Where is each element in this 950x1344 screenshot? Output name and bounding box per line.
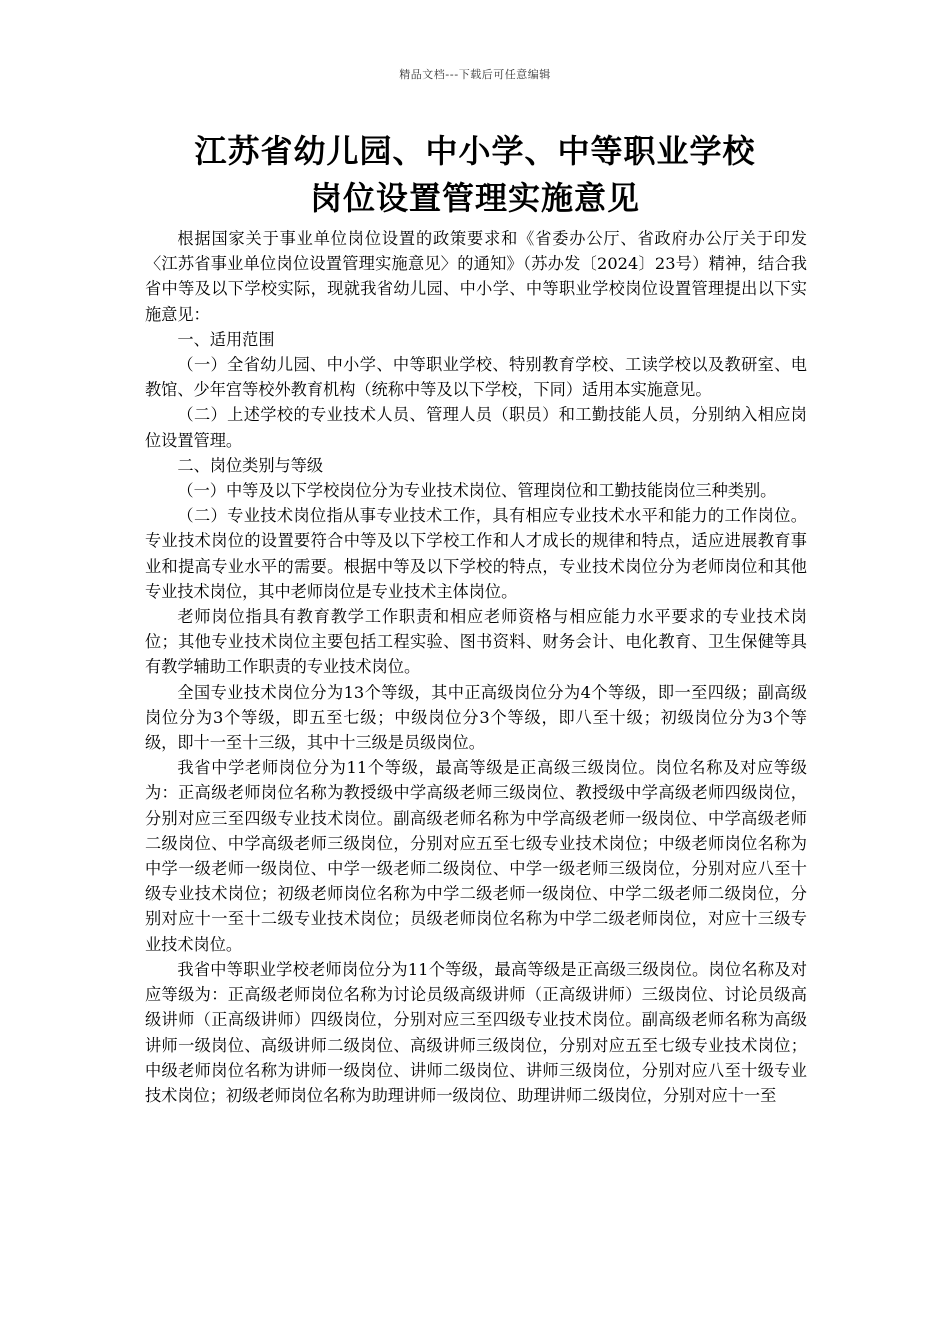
paragraph-categories-2: （二）专业技术岗位指从事专业技术工作，具有相应专业技术水平和能力的工作岗位。专业技术岗位的设置要符合中等及以下学校工作和人才成长的规律和特点，适应进展教育事业和提高专业水平的需要。根据中等及以下学校的特点，专业技术岗位分为老师岗位和其他专业技术岗位，其中老师岗位是专业技术主体岗位。 bbox=[145, 506, 807, 601]
paragraph-scope-2: （二）上述学校的专业技术人员、管理人员（职员）和工勤技能人员，分别纳入相应岗位设置管理。 bbox=[145, 405, 807, 450]
header-note: 精品文档---下载后可任意编辑 bbox=[399, 68, 551, 81]
section-heading-categories: 二、岗位类别与等级 bbox=[177, 455, 324, 475]
paragraph-intro: 根据国家关于事业单位岗位设置的政策要求和《省委办公厅、省政府办公厅关于印发〈江苏省事业单位岗位设置管理实施意见〉的通知》（苏办发〔2024〕23号）精神，结合我省中等及以下学校实际，现就我省幼儿园、中小学、中等职业学校岗位设置管理提出以下实施意见： bbox=[145, 229, 807, 324]
paragraph-scope-1: （一）全省幼儿园、中小学、中等职业学校、特别教育学校、工读学校以及教研室、电教馆、少年宫等校外教育机构（统称中等及以下学校，下同）适用本实施意见。 bbox=[145, 355, 807, 400]
paragraph-categories-1: （一）中等及以下学校岗位分为专业技术岗位、管理岗位和工勤技能岗位三种类别。 bbox=[177, 481, 777, 501]
document-title-line-1: 江苏省幼儿园、中小学、中等职业学校 bbox=[194, 132, 756, 170]
paragraph-middle-school-levels: 我省中学老师岗位分为11个等级，最高等级是正高级三级岗位。岗位名称及对应等级为：正高级老师岗位名称为教授级中学高级老师三级岗位、教授级中学高级老师四级岗位，分别对应三至四级专业技术岗位。副高级老师名称为中学高级老师一级岗位、中学高级老师二级岗位、中学高级老师三级岗位，分别对应五至七级专业技术岗位；中级老师岗位名称为中学一级老师一级岗位、中学一级老师二级岗位、中学一级老师三级岗位，分别对应八至十级专业技术岗位；初级老师岗位名称为中学二级老师一级岗位、中学二级老师二级岗位，分别对应十一至十二级专业技术岗位；员级老师岗位名称为中学二级老师岗位，对应十三级专业技术岗位。 bbox=[145, 758, 807, 954]
paragraph-teacher-posts: 老师岗位指具有教育教学工作职责和相应老师资格与相应能力水平要求的专业技术岗位；其他专业技术岗位主要包括工程实验、图书资料、财务会计、电化教育、卫生保健等具有教学辅助工作职责的专业技术岗位。 bbox=[145, 607, 807, 677]
paragraph-vocational-levels: 我省中等职业学校老师岗位分为11个等级，最高等级是正高级三级岗位。岗位名称及对应等级为：正高级老师岗位名称为讨论员级高级讲师（正高级讲师）三级岗位、讨论员级高级讲师（正高级讲师）四级岗位，分别对应三至四级专业技术岗位。副高级老师名称为高级讲师一级岗位、高级讲师二级岗位、高级讲师三级岗位，分别对应五至七级专业技术岗位；中级老师岗位名称为讲师一级岗位、讲师二级岗位、讲师三级岗位，分别对应八至十级专业技术岗位；初级老师岗位名称为助理讲师一级岗位、助理讲师二级岗位，分别对应十一至 bbox=[145, 959, 807, 1105]
document-title-line-2: 岗位设置管理实施意见 bbox=[309, 179, 640, 217]
paragraph-national-levels: 全国专业技术岗位分为13个等级，其中正高级岗位分为4个等级，即一至四级；副高级岗位分为3个等级，即五至七级；中级岗位分3个等级，即八至十级；初级岗位分为3个等级，即十一至十三级，其中十三级是员级岗位。 bbox=[145, 682, 807, 753]
section-heading-scope: 一、适用范围 bbox=[177, 329, 275, 349]
document-body bbox=[145, 226, 807, 1108]
